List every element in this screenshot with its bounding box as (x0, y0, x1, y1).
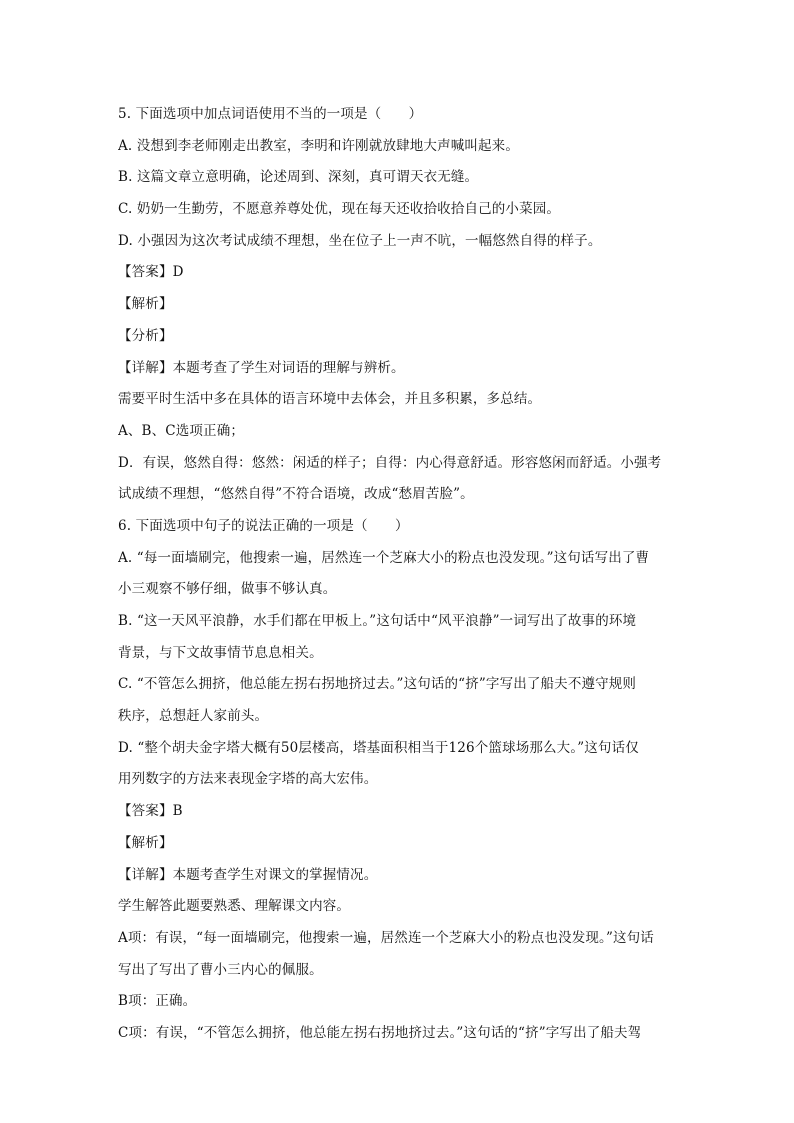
question-6-option-b: B. “这一天风平浪静，水手们都在甲板上。”这句话中“风平浪静”一词写出了故事的环境 (118, 613, 637, 629)
question-5-answer: 【答案】D (118, 264, 184, 281)
question-5-detail-line: A、B、C选项正确； (118, 422, 244, 439)
question-6-option-a: A. “每一面墙刷完，他搜索一遍，居然连一个芝麻大小的粉点也没发现。”这句话写出了曹 (118, 549, 650, 566)
question-6-detail-line: C项：有误，“不管怎么拥挤，他总能左拐右拐地挤过去。”这句话的“挤”字写出了船夫驾 (118, 1024, 642, 1041)
question-6-answer: 【答案】B (118, 803, 183, 820)
question-5-option-c: C. 奶奶一生勤劳，不愿意养尊处优，现在每天还收拾收拾自己的小菜园。 (118, 201, 561, 218)
question-5-detail-line: 需要平时生活中多在具体的语言环境中去体会，并且多积累，多总结。 (118, 391, 542, 408)
question-6-stem: 6. 下面选项中句子的说法正确的一项是（ ） (118, 517, 409, 534)
question-6-option-b-cont: 背景，与下文故事情节息息相关。 (118, 644, 323, 661)
question-6-option-c: C. “不管怎么拥挤，他总能左拐右拐地挤过去。”这句话的“挤”字写出了船夫不遵守规则 (118, 676, 637, 693)
question-5-detail: 【详解】本题考查了学生对词语的理解与辨析。 (118, 359, 405, 376)
question-6-detail-line: B项：正确。 (118, 993, 197, 1010)
document-body (118, 99, 686, 1050)
question-6-detail-line: 学生解答此题要熟悉、理解课文内容。 (118, 898, 351, 915)
question-5-option-b: B. 这篇文章立意明确，论述周到、深刻，真可谓天衣无缝。 (118, 169, 479, 186)
question-5-option-d: D. 小强因为这次考试成绩不理想，坐在位子上一声不吭，一幅悠然自得的样子。 (118, 232, 602, 249)
question-6-option-c-cont: 秩序，总想赶人家前头。 (118, 708, 269, 725)
question-6-option-d: D. “整个胡夫金字塔大概有50层楼高，塔基面积相当于126个篮球场那么大。”这句话仅 (118, 739, 639, 756)
question-6-option-a-cont: 小三观察不够仔细，做事不够认真。 (118, 581, 337, 598)
question-6-detail: 【详解】本题考查学生对课文的掌握情况。 (118, 866, 378, 883)
question-6-option-d-cont: 用列数字的方法来表现金字塔的高大宏伟。 (118, 771, 378, 788)
question-5-detail-line: 试成绩不理想，“悠然自得”不符合语境，改成“愁眉苦脸”。 (118, 486, 474, 503)
question-5-analysis-heading: 【解析】 (118, 296, 173, 313)
question-5-detail-line: D．有误，悠然自得：悠然：闲适的样子；自得：内心得意舒适。形容悠闲而舒适。小强考 (118, 454, 662, 471)
question-5-option-a: A. 没想到李老师刚走出教室，李明和许刚就放肆地大声喊叫起来。 (118, 137, 519, 154)
question-5-stem: 5. 下面选项中加点词语使用不当的一项是（ ） (118, 106, 423, 122)
question-5-breakdown-heading: 【分析】 (118, 327, 173, 344)
question-6-detail-line: A项：有误，“每一面墙刷完，他搜索一遍，居然连一个芝麻大小的粉点也没发现。”这句话 (118, 929, 654, 946)
question-6-analysis-heading: 【解析】 (118, 834, 173, 851)
question-6-detail-line: 写出了写出了曹小三内心的佩服。 (118, 961, 323, 978)
